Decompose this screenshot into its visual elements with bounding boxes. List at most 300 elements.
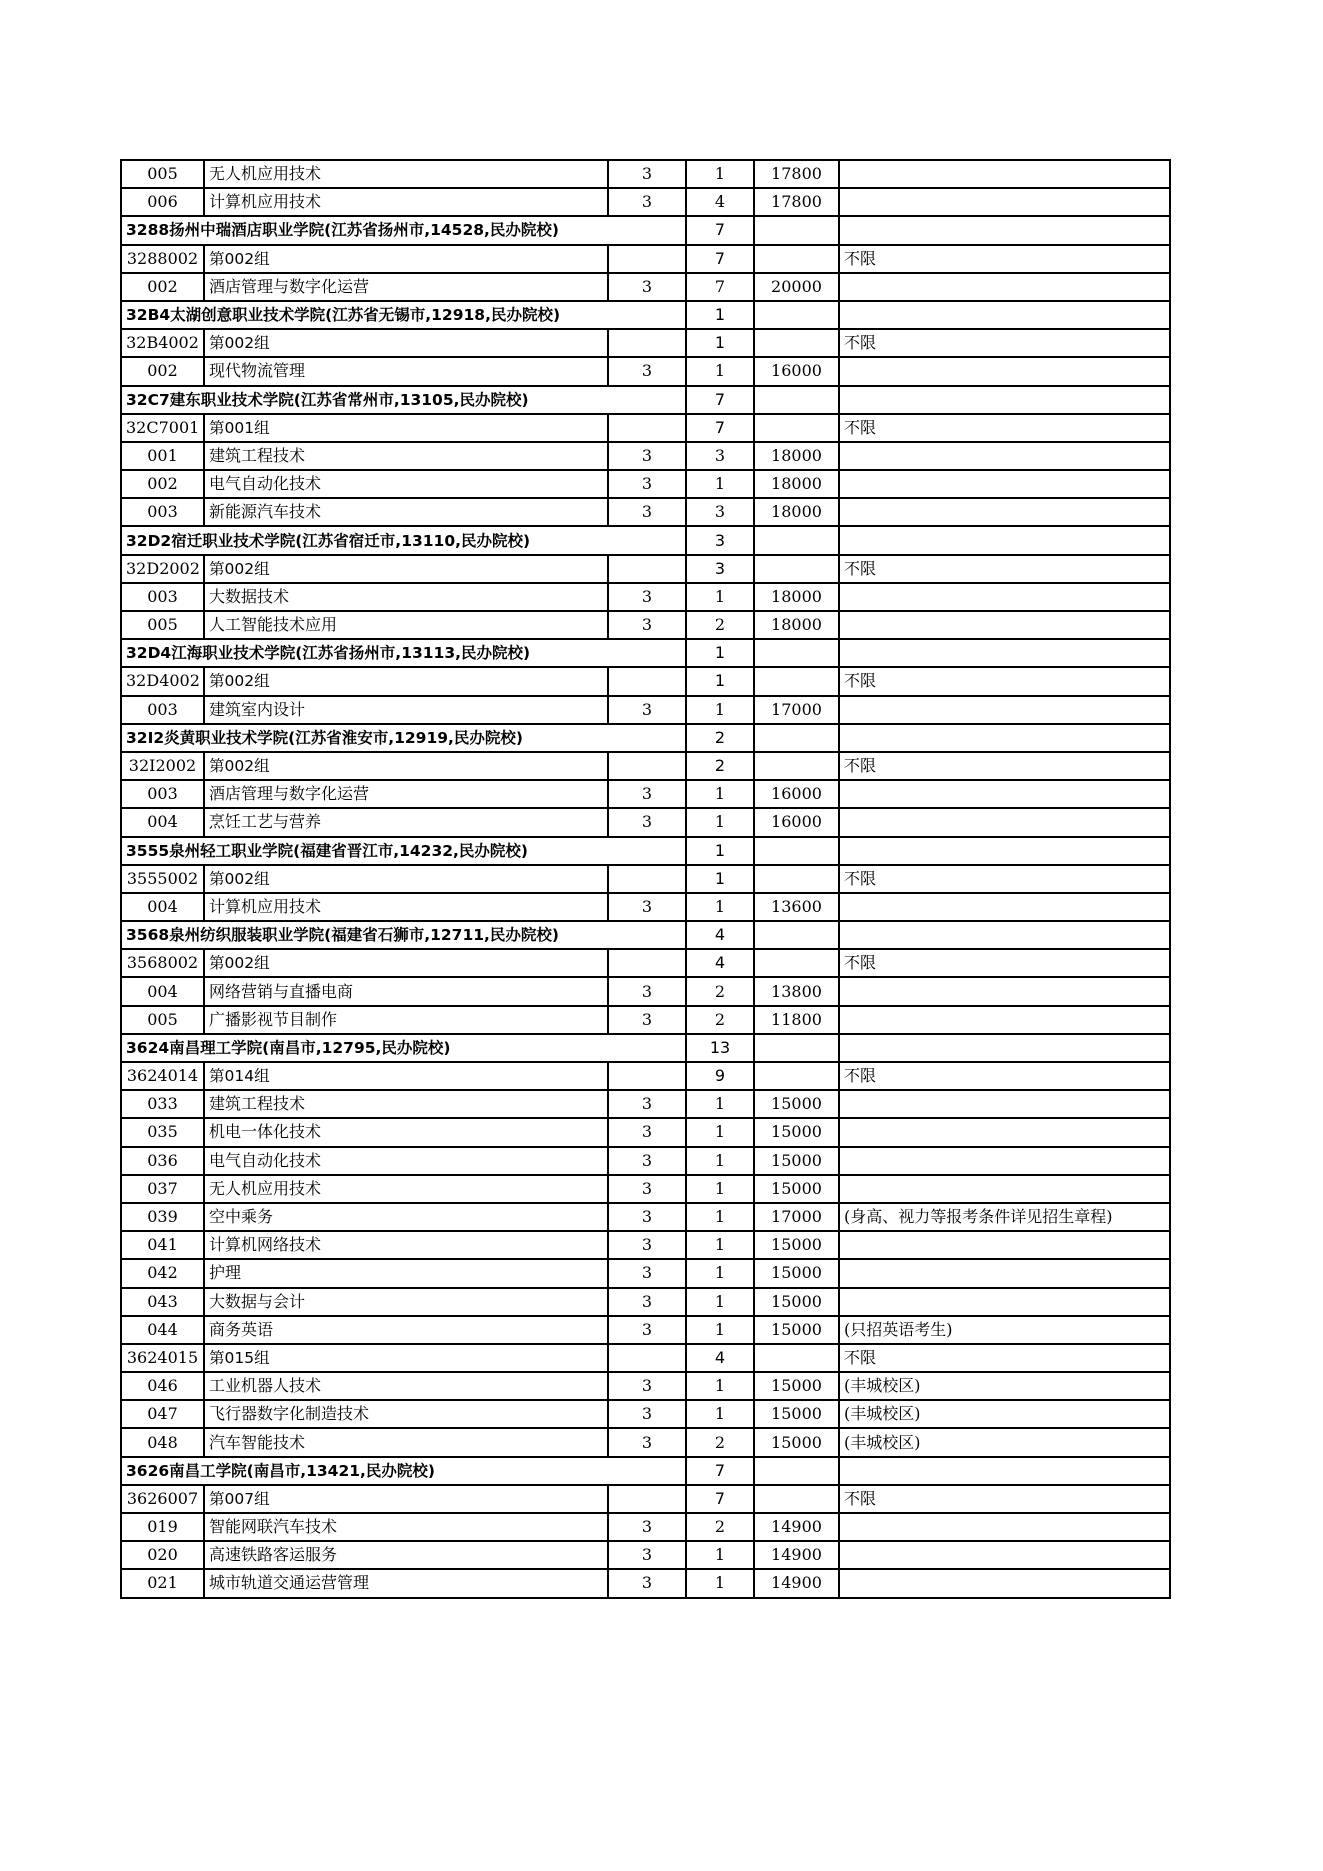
major-name: 飞行器数字化制造技术 [204,1400,608,1428]
major-note [839,583,1170,611]
major-note [839,1569,1170,1597]
major-code: 002 [121,357,204,385]
major-row [121,893,1170,921]
group-name: 第001组 [204,414,608,442]
major-code: 047 [121,1400,204,1428]
school-plan-count: 1 [686,301,754,329]
major-name: 汽车智能技术 [204,1428,608,1456]
major-tuition: 11800 [754,1006,839,1034]
major-years: 3 [608,470,686,498]
major-note [839,977,1170,1005]
major-name: 大数据技术 [204,583,608,611]
major-code: 005 [121,611,204,639]
major-note [839,160,1170,188]
major-plan-count: 2 [686,611,754,639]
major-tuition: 15000 [754,1231,839,1259]
major-code: 048 [121,1428,204,1456]
major-note: (丰城校区) [839,1400,1170,1428]
major-plan-count: 7 [686,273,754,301]
major-plan-count: 3 [686,442,754,470]
major-years: 3 [608,977,686,1005]
major-name: 电气自动化技术 [204,1147,608,1175]
major-row [121,1090,1170,1118]
major-note [839,1090,1170,1118]
major-years: 3 [608,1372,686,1400]
school-fee-cell [754,1457,839,1485]
group-years-cell [608,1062,686,1090]
school-fee-cell [754,1034,839,1062]
school-row [121,724,1170,752]
major-row [121,273,1170,301]
school-plan-count: 1 [686,639,754,667]
major-name: 广播影视节目制作 [204,1006,608,1034]
group-plan-count: 9 [686,1062,754,1090]
major-code: 037 [121,1175,204,1203]
group-years-cell [608,949,686,977]
major-code: 003 [121,780,204,808]
major-row [121,1203,1170,1231]
group-fee-cell [754,1344,839,1372]
school-plan-count: 7 [686,1457,754,1485]
group-years-cell [608,667,686,695]
major-note [839,470,1170,498]
group-plan-count: 3 [686,555,754,583]
major-years: 3 [608,273,686,301]
group-fee-cell [754,555,839,583]
group-years-cell [608,1485,686,1513]
major-years: 3 [608,583,686,611]
major-plan-count: 1 [686,1231,754,1259]
group-subject-requirement: 不限 [839,414,1170,442]
major-tuition: 15000 [754,1316,839,1344]
school-row [121,1034,1170,1062]
school-note-cell [839,526,1170,554]
major-note [839,1175,1170,1203]
group-fee-cell [754,667,839,695]
major-code: 033 [121,1090,204,1118]
major-code: 046 [121,1372,204,1400]
major-years: 3 [608,780,686,808]
major-note [839,498,1170,526]
major-name: 建筑工程技术 [204,1090,608,1118]
group-plan-count: 1 [686,667,754,695]
group-subject-requirement: 不限 [839,752,1170,780]
major-tuition: 15000 [754,1288,839,1316]
school-note-cell [839,1034,1170,1062]
school-name: 32C7建东职业技术学院(江苏省常州市,13105,民办院校) [121,386,686,414]
major-tuition: 17800 [754,188,839,216]
major-tuition: 17000 [754,1203,839,1231]
major-name: 网络营销与直播电商 [204,977,608,1005]
school-note-cell [839,837,1170,865]
school-plan-count: 7 [686,386,754,414]
major-note [839,442,1170,470]
major-years: 3 [608,1006,686,1034]
major-plan-count: 4 [686,188,754,216]
group-row [121,245,1170,273]
group-row [121,555,1170,583]
major-code: 043 [121,1288,204,1316]
group-name: 第002组 [204,329,608,357]
group-subject-requirement: 不限 [839,555,1170,583]
major-row [121,977,1170,1005]
major-plan-count: 1 [686,1147,754,1175]
group-subject-requirement: 不限 [839,1062,1170,1090]
major-plan-count: 1 [686,1175,754,1203]
major-name: 工业机器人技术 [204,1372,608,1400]
group-years-cell [608,1344,686,1372]
major-name: 计算机网络技术 [204,1231,608,1259]
major-row [121,1288,1170,1316]
group-plan-count: 4 [686,1344,754,1372]
major-years: 3 [608,1428,686,1456]
major-row [121,1147,1170,1175]
group-years-cell [608,414,686,442]
major-years: 3 [608,1118,686,1146]
school-name: 3568泉州纺织服装职业学院(福建省石狮市,12711,民办院校) [121,921,686,949]
group-name: 第002组 [204,667,608,695]
major-plan-count: 2 [686,1513,754,1541]
group-fee-cell [754,329,839,357]
major-plan-count: 1 [686,1372,754,1400]
major-name: 护理 [204,1259,608,1287]
major-code: 036 [121,1147,204,1175]
major-code: 004 [121,977,204,1005]
major-tuition: 13800 [754,977,839,1005]
major-code: 021 [121,1569,204,1597]
major-plan-count: 1 [686,1259,754,1287]
major-years: 3 [608,1147,686,1175]
major-plan-count: 1 [686,583,754,611]
major-tuition: 15000 [754,1147,839,1175]
major-tuition: 14900 [754,1569,839,1597]
group-code: 3288002 [121,245,204,273]
major-note [839,1513,1170,1541]
major-row [121,780,1170,808]
major-plan-count: 1 [686,1569,754,1597]
major-tuition: 14900 [754,1541,839,1569]
major-row [121,1372,1170,1400]
school-row [121,639,1170,667]
major-row [121,583,1170,611]
major-name: 高速铁路客运服务 [204,1541,608,1569]
major-tuition: 16000 [754,780,839,808]
school-row [121,1457,1170,1485]
group-code: 3568002 [121,949,204,977]
major-name: 无人机应用技术 [204,1175,608,1203]
major-row [121,1428,1170,1456]
school-row [121,526,1170,554]
major-plan-count: 1 [686,160,754,188]
major-tuition: 18000 [754,611,839,639]
major-tuition: 13600 [754,893,839,921]
group-fee-cell [754,1485,839,1513]
major-name: 建筑工程技术 [204,442,608,470]
major-note [839,1231,1170,1259]
group-years-cell [608,752,686,780]
school-fee-cell [754,639,839,667]
major-plan-count: 1 [686,808,754,836]
group-row [121,1485,1170,1513]
group-row [121,949,1170,977]
school-name: 3624南昌理工学院(南昌市,12795,民办院校) [121,1034,686,1062]
group-code: 3626007 [121,1485,204,1513]
major-row [121,442,1170,470]
major-plan-count: 1 [686,357,754,385]
group-name: 第015组 [204,1344,608,1372]
major-years: 3 [608,1569,686,1597]
group-code: 3555002 [121,865,204,893]
school-note-cell [839,301,1170,329]
major-tuition: 18000 [754,442,839,470]
group-name: 第002组 [204,245,608,273]
major-tuition: 15000 [754,1259,839,1287]
group-plan-count: 2 [686,752,754,780]
school-note-cell [839,1457,1170,1485]
major-note [839,1259,1170,1287]
major-plan-count: 1 [686,1541,754,1569]
group-years-cell [608,865,686,893]
major-code: 003 [121,696,204,724]
group-name: 第002组 [204,865,608,893]
group-row [121,329,1170,357]
group-code: 32D2002 [121,555,204,583]
major-note [839,893,1170,921]
major-name: 酒店管理与数字化运营 [204,780,608,808]
group-plan-count: 7 [686,414,754,442]
group-code: 32D4002 [121,667,204,695]
major-note [839,780,1170,808]
school-name: 32B4太湖创意职业技术学院(江苏省无锡市,12918,民办院校) [121,301,686,329]
major-tuition: 15000 [754,1428,839,1456]
major-note [839,1288,1170,1316]
major-note [839,1006,1170,1034]
major-plan-count: 1 [686,1400,754,1428]
major-code: 005 [121,1006,204,1034]
group-plan-count: 7 [686,245,754,273]
major-row [121,188,1170,216]
major-name: 空中乘务 [204,1203,608,1231]
major-years: 3 [608,1090,686,1118]
major-code: 044 [121,1316,204,1344]
school-name: 32D2宿迁职业技术学院(江苏省宿迁市,13110,民办院校) [121,526,686,554]
major-row [121,1118,1170,1146]
major-row [121,1259,1170,1287]
group-plan-count: 4 [686,949,754,977]
major-plan-count: 2 [686,1428,754,1456]
major-name: 智能网联汽车技术 [204,1513,608,1541]
school-row [121,837,1170,865]
major-years: 3 [608,1288,686,1316]
major-plan-count: 2 [686,1006,754,1034]
group-code: 32I2002 [121,752,204,780]
major-years: 3 [608,1541,686,1569]
school-row [121,216,1170,244]
major-years: 3 [608,1259,686,1287]
major-name: 酒店管理与数字化运营 [204,273,608,301]
school-row [121,921,1170,949]
major-code: 004 [121,808,204,836]
major-tuition: 15000 [754,1118,839,1146]
group-row [121,667,1170,695]
major-note [839,1541,1170,1569]
school-name: 3626南昌工学院(南昌市,13421,民办院校) [121,1457,686,1485]
major-code: 002 [121,470,204,498]
school-plan-count: 13 [686,1034,754,1062]
major-years: 3 [608,1175,686,1203]
group-subject-requirement: 不限 [839,245,1170,273]
group-subject-requirement: 不限 [839,329,1170,357]
group-name: 第002组 [204,555,608,583]
major-note: (只招英语考生) [839,1316,1170,1344]
group-years-cell [608,245,686,273]
group-row [121,1062,1170,1090]
major-plan-count: 1 [686,1090,754,1118]
major-code: 002 [121,273,204,301]
group-row [121,865,1170,893]
school-name: 32I2炎黄职业技术学院(江苏省淮安市,12919,民办院校) [121,724,686,752]
group-row [121,414,1170,442]
major-row [121,1569,1170,1597]
school-note-cell [839,921,1170,949]
major-note [839,696,1170,724]
major-years: 3 [608,442,686,470]
major-plan-count: 3 [686,498,754,526]
major-row [121,160,1170,188]
major-name: 城市轨道交通运营管理 [204,1569,608,1597]
major-years: 3 [608,893,686,921]
major-row [121,1006,1170,1034]
major-tuition: 16000 [754,808,839,836]
major-code: 042 [121,1259,204,1287]
major-plan-count: 1 [686,1288,754,1316]
major-row [121,357,1170,385]
major-row [121,1231,1170,1259]
major-tuition: 17800 [754,160,839,188]
major-note: (丰城校区) [839,1372,1170,1400]
school-plan-count: 1 [686,837,754,865]
major-years: 3 [608,1513,686,1541]
enrollment-plan-table [120,159,1171,1599]
school-note-cell [839,639,1170,667]
major-code: 019 [121,1513,204,1541]
major-tuition: 15000 [754,1372,839,1400]
major-plan-count: 1 [686,1316,754,1344]
group-row [121,1344,1170,1372]
group-years-cell [608,329,686,357]
major-tuition: 15000 [754,1400,839,1428]
major-code: 001 [121,442,204,470]
major-years: 3 [608,160,686,188]
major-name: 商务英语 [204,1316,608,1344]
major-name: 计算机应用技术 [204,188,608,216]
major-plan-count: 2 [686,977,754,1005]
major-row [121,696,1170,724]
major-name: 烹饪工艺与营养 [204,808,608,836]
group-plan-count: 1 [686,329,754,357]
major-plan-count: 1 [686,470,754,498]
major-name: 大数据与会计 [204,1288,608,1316]
major-tuition: 18000 [754,470,839,498]
major-note [839,273,1170,301]
major-name: 计算机应用技术 [204,893,608,921]
major-code: 004 [121,893,204,921]
group-fee-cell [754,1062,839,1090]
school-fee-cell [754,386,839,414]
school-fee-cell [754,837,839,865]
group-subject-requirement: 不限 [839,1485,1170,1513]
major-name: 建筑室内设计 [204,696,608,724]
school-fee-cell [754,216,839,244]
major-tuition: 14900 [754,1513,839,1541]
major-note [839,188,1170,216]
group-name: 第002组 [204,752,608,780]
major-note: (丰城校区) [839,1428,1170,1456]
major-years: 3 [608,1316,686,1344]
major-plan-count: 1 [686,893,754,921]
school-name: 3288扬州中瑞酒店职业学院(江苏省扬州市,14528,民办院校) [121,216,686,244]
group-fee-cell [754,949,839,977]
major-row [121,1175,1170,1203]
major-row [121,470,1170,498]
school-fee-cell [754,301,839,329]
major-years: 3 [608,1203,686,1231]
group-fee-cell [754,414,839,442]
major-years: 3 [608,611,686,639]
major-plan-count: 1 [686,1203,754,1231]
school-note-cell [839,724,1170,752]
major-code: 020 [121,1541,204,1569]
school-plan-count: 7 [686,216,754,244]
major-tuition: 15000 [754,1175,839,1203]
major-name: 新能源汽车技术 [204,498,608,526]
school-plan-count: 2 [686,724,754,752]
school-fee-cell [754,526,839,554]
major-name: 人工智能技术应用 [204,611,608,639]
major-row [121,1541,1170,1569]
group-plan-count: 1 [686,865,754,893]
major-plan-count: 1 [686,696,754,724]
group-row [121,752,1170,780]
school-name: 3555泉州轻工职业学院(福建省晋江市,14232,民办院校) [121,837,686,865]
major-code: 003 [121,498,204,526]
group-name: 第007组 [204,1485,608,1513]
major-years: 3 [608,696,686,724]
major-years: 3 [608,498,686,526]
group-fee-cell [754,752,839,780]
school-plan-count: 3 [686,526,754,554]
group-code: 3624015 [121,1344,204,1372]
school-fee-cell [754,921,839,949]
major-name: 电气自动化技术 [204,470,608,498]
major-code: 039 [121,1203,204,1231]
group-name: 第002组 [204,949,608,977]
major-tuition: 15000 [754,1090,839,1118]
major-years: 3 [608,188,686,216]
major-tuition: 18000 [754,498,839,526]
group-subject-requirement: 不限 [839,1344,1170,1372]
school-note-cell [839,216,1170,244]
group-years-cell [608,555,686,583]
major-note: (身高、视力等报考条件详见招生章程) [839,1203,1170,1231]
major-row [121,1316,1170,1344]
major-plan-count: 1 [686,780,754,808]
major-plan-count: 1 [686,1118,754,1146]
group-subject-requirement: 不限 [839,865,1170,893]
group-name: 第014组 [204,1062,608,1090]
major-row [121,1513,1170,1541]
school-note-cell [839,386,1170,414]
